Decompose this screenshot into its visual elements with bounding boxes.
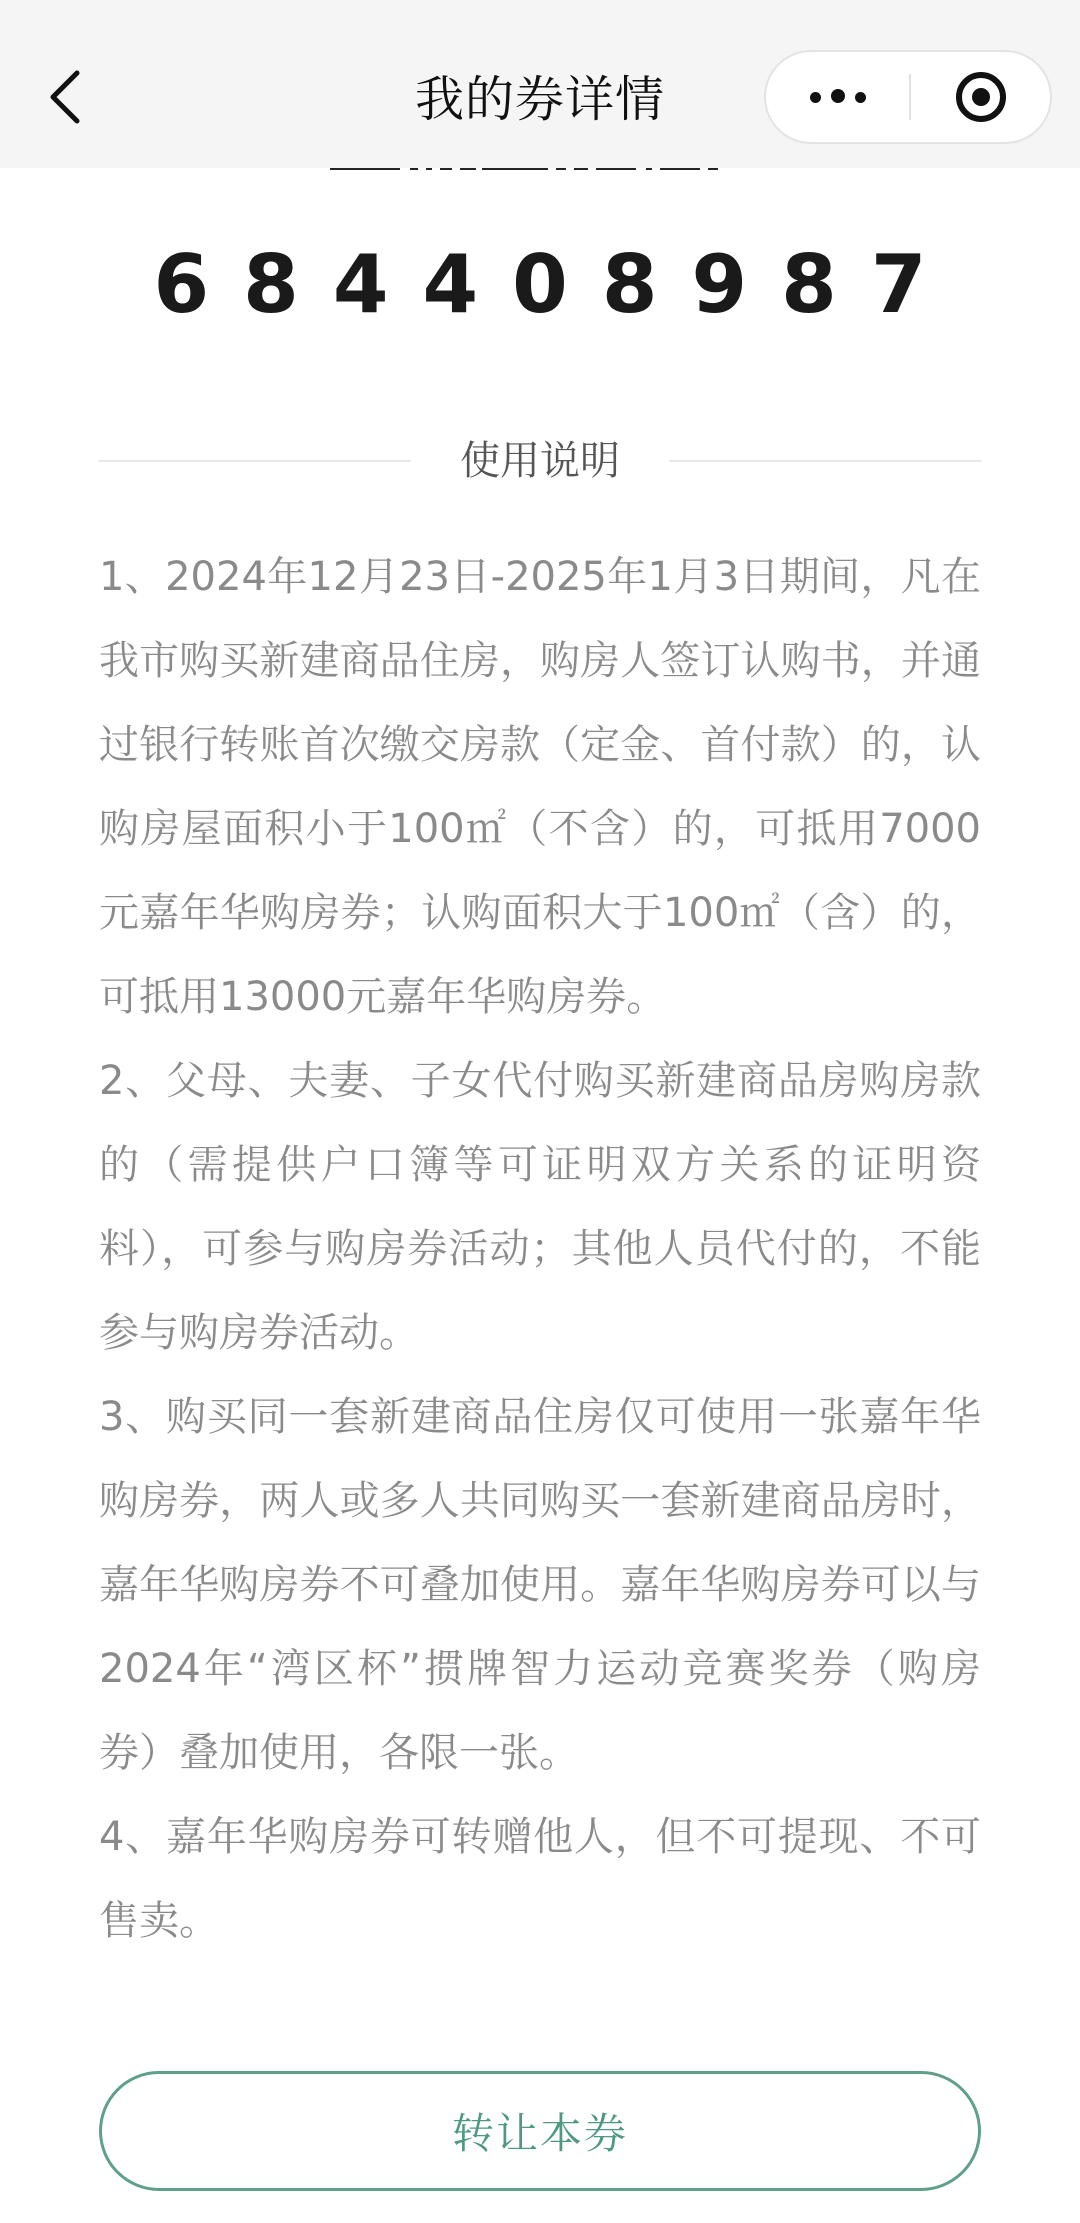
more-button[interactable] — [766, 52, 909, 142]
mini-program-capsule — [764, 50, 1052, 144]
instructions-list — [99, 535, 981, 1963]
transfer-coupon-button[interactable]: 转让本券 — [99, 2071, 981, 2191]
instruction-item: 3、购买同一套新建商品住房仅可使用一张嘉年华购房券，两人或多人共同购买一套新建商品房时，嘉年华购房券不可叠加使用。嘉年华购房券可以与2024年“湾区杯”掼牌智力运动竞赛奖券（购房券）叠加使用，各限一张。 — [99, 1394, 981, 1776]
coupon-code: 684408987 — [153, 238, 961, 331]
more-dots-icon — [805, 88, 871, 107]
instruction-item: 1、2024年12月23日-2025年1月3日期间，凡在我市购买新建商品住房，购房人签订认购书，并通过银行转账首次缴交房款（定金、首付款）的，认购房屋面积小于100㎡（不含）的，可抵用7000元嘉年华购房券；认购面积大于100㎡（含）的，可抵用13000元嘉年华购房券。 — [99, 554, 981, 1020]
instructions-header — [99, 425, 981, 495]
navbar — [0, 0, 1080, 168]
instruction-item: 4、嘉年华购房券可转赠他人，但不可提现、不可售卖。 — [99, 1814, 981, 1944]
header-divider-right — [669, 460, 981, 462]
close-button[interactable] — [911, 52, 1051, 142]
page-title: 我的券详情 — [414, 71, 665, 128]
instructions-heading: 使用说明 — [460, 438, 620, 484]
target-circle-icon — [953, 69, 1009, 125]
instruction-item: 2、父母、夫妻、子女代付购买新建商品房购房款的（需提供户口簿等可证明双方关系的证明资料），可参与购房券活动；其他人员代付的，不能参与购房券活动。 — [99, 1058, 981, 1356]
